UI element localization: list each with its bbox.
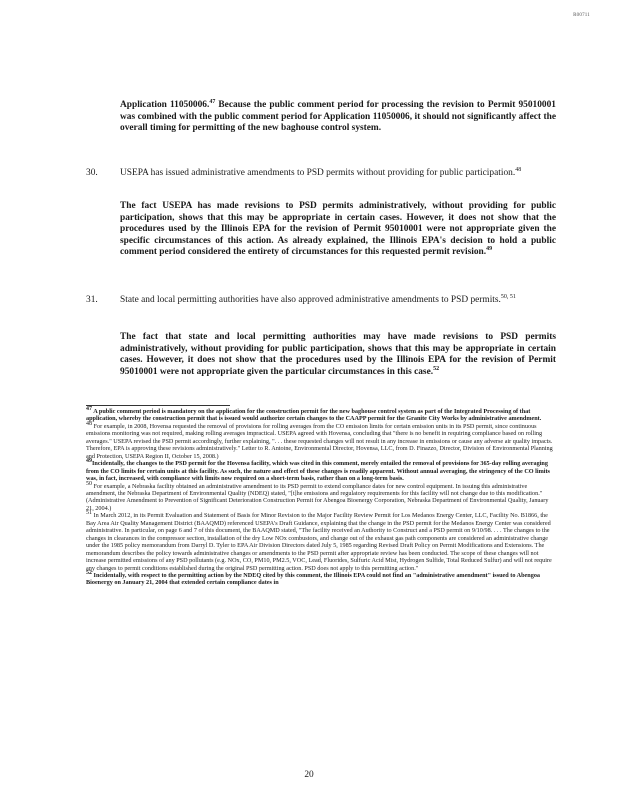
footnote-text: Incidentally, with respect to the permitting action by the NDEQ cited by this comment, the Illinois EPA could not find an "administrative amendment" issued to Abengoa Bioenergy on January 21, 2004 that extended certain compliance dates in xyxy=(86,571,541,587)
footnote xyxy=(86,480,556,513)
footnote-number: 50 xyxy=(86,480,92,487)
item-number: 31. xyxy=(86,295,98,305)
footnote-number: 52 xyxy=(86,569,92,576)
response-body: The fact that state and local permitting authorities may have made revisions to PSD permits administratively, without providing for public participation, shows that this may be appropriate in certain cases. However, it does not show that the procedures used by the Illinois EPA for the revision of Permit 95010001 were not appropriate given the particular circumstances in this case. xyxy=(120,332,556,377)
page-id: R00711 xyxy=(573,13,590,18)
page-number: 20 xyxy=(304,770,314,780)
footnote-text: Incidentally, the changes to the PSD permit for the Hovensa facility, which was cited in this comment, merely entailed the removal of provisions for 365-day rolling averaging from the CO limits for certain units at this facility. As such, the nature and effect of these changes is readily apparent. Without annual averaging, the stringency of the CO limits was, in fact, increased, with compliance with limits now required on a short-term basis, rather than on a long-term basis. xyxy=(86,460,550,483)
response-body: The fact USEPA has made revisions to PSD permits administratively, without providing for public participation, shows that this may be appropriate in certain cases. However, it does not show that the procedures used by the Illinois EPA for the revision of Permit 95010001 were not appropriate given the specific circumstances of this action. As already explained, the Illinois EPA's decision to hold a public comment period considered the entirety of circumstances for this requested permit revision. xyxy=(120,201,556,258)
footnotes xyxy=(86,405,556,587)
footnote-ref: 49 xyxy=(486,246,493,253)
footnote-ref: 52 xyxy=(433,365,440,372)
footnote-number: 48 xyxy=(86,420,92,427)
comment-text xyxy=(120,168,556,180)
footnote-number: 47 xyxy=(86,405,92,412)
comment-body: USEPA has issued administrative amendments to PSD permits without providing for public participation. xyxy=(120,168,516,178)
footnote-text: In March 2012, in its Permit Evaluation and Statement of Basis for Minor Revision to the Major Facility Review Permit for Los Medanos Energy Center, LLC, Facility No. B1866, the Bay Area Air Quality Management District (BAAQMD) referenced USEPA's Draft Guidance, explaining that the change in the PSD permit for the Medanos Energy Center was considered administrative. In particular, on page 6 and 7 of this document, the BAAQMD stated, "The facility received an Authority to Construct and a PSD permit on 9/10/98. . . . The changes to the changes in clearances in the compressor section, installation of the dry Low NOx combustors, and change out of the exhaust gas path components are considered an administrative change under the 1985 policy memorandum from Darryl D. Tyler to EPA Air Division Directors dated July 5, 1985 regarding Revised Draft Policy on Permit Modifications and Extensions. The memorandum describes the policy towards administrative changes or amendments to the PSD permit after appropriate review has been conducted. The scope of these changes will not increase permitted emissions of any PSD pollutants (e.g. NOx, CO, PM10, PM2.5, VOC, Lead, Fluorides, Sulfuric Acid Mist, Hydrogen Sulfide, Total Reduced Sulfur) and will not require any changes to permit conditions established during the original PSD permitting action. PSD does not apply to this permitting action." xyxy=(86,512,552,572)
footnote xyxy=(86,405,556,423)
footnote-text: For example, in 2008, Hovensa requested the removal of provisions for rolling averages from the CO emission limits for certain emission units in its PSD permit, since continuous emissions monitoring was not required, making rolling averages impractical. USEPA agreed with Hovensa, concluding that "there is no benefit in requiring compliance based on rolling averages." USEPA revised the PSD permit accordingly, further explaining, ". . . these requested changes will not result in any increase in emissions or cause any adverse air quality impacts. Therefore, EPA is approving these revisions administratively." Letter to R. Antoine, Environmental Director, Hovensa, LLC, from D. Finazzo, Director, Division of Environmental Planning and Protection, USEPA Region II, October 15, 2008.) xyxy=(86,422,553,460)
footnote-text: For example, a Nebraska facility obtained an administrative amendment to its PSD permit to extend compliance dates for new control equipment. In issuing this administrative amendment, the Nebraska Department of Environmental Quality (NDEQ) stated, "[t]he emissions and regulatory requirements for this facility will not change due to this modification." (Administrative Amendment to Prevention of Significant Deterioration Construction Permit for Abengoa Bioenergy Corporation, Nebraska Department of Environmental Quality, January 21, 2004.) xyxy=(86,482,549,512)
footnote-number: 51 xyxy=(86,510,92,517)
response-paragraph xyxy=(120,332,556,378)
comment-body: State and local permitting authorities have also approved administrative amendments to PSD permits. xyxy=(120,295,501,305)
footnote-text: A public comment period is mandatory on the application for the construction permit for the new baghouse control system as part of the Integrated Processing of that application, whereby the construction permit that is issued would authorize certain changes to the CAAPP permit for the Granite City Works by administrative amendment. xyxy=(86,408,542,423)
footnote-ref: 48 xyxy=(515,166,522,173)
continued-text: Because the public comment period for processing the revision to Permit 95010001 was combined with the public comment period for Application 11050006, it should not significantly affect the overall timing for permitting of the new baghouse control system. xyxy=(120,100,556,134)
footnote xyxy=(86,569,556,587)
continued-paragraph xyxy=(120,100,556,135)
footnote xyxy=(86,420,556,460)
comment-text xyxy=(120,295,556,307)
footnote-number: 49 xyxy=(86,458,92,465)
application-ref: Application 11050006. xyxy=(120,100,210,110)
footnote xyxy=(86,460,556,482)
footnote-ref: 47 xyxy=(209,98,216,105)
item-number: 30. xyxy=(86,168,98,178)
footnote-ref: 50, 51 xyxy=(500,293,516,300)
footnote xyxy=(86,512,556,572)
response-paragraph xyxy=(120,201,556,259)
footnote-divider xyxy=(86,405,230,406)
